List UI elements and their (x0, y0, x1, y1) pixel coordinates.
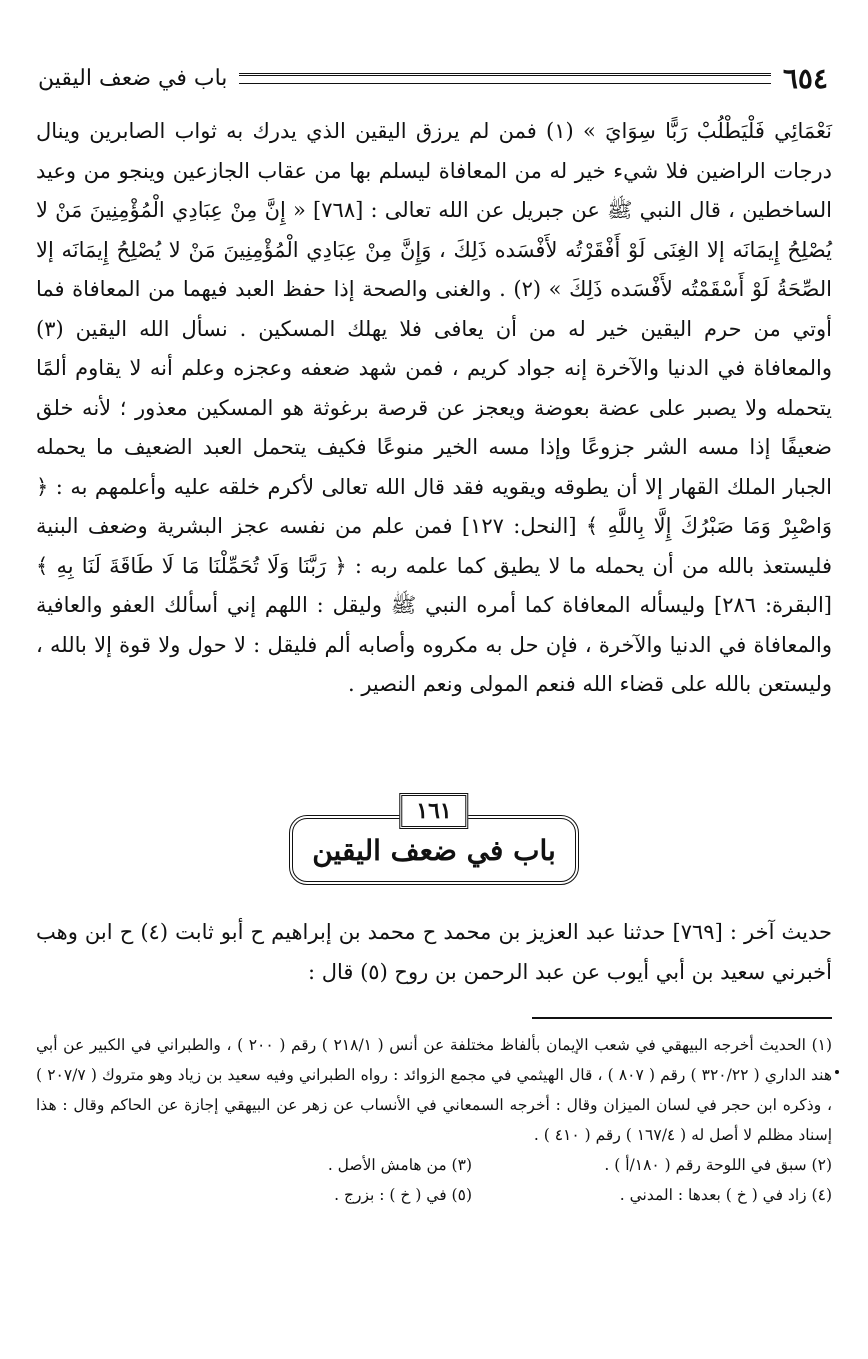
header-rule (239, 73, 770, 84)
chapter-heading (289, 793, 579, 885)
hadith-paragraph: حديث آخر : [٧٦٩] حدثنا عبد العزيز بن محمد ح محمد بن إبراهيم ح أبو ثابت (٤) ح ابن وهب أخبرني سعيد بن أبي أيوب عن عبد الرحمن بن روح (٥) قال : (36, 920, 832, 984)
footnote-row-2 (36, 1150, 832, 1180)
chapter-title: باب في ضعف اليقين (312, 833, 556, 867)
chapter-number: ١٦١ (399, 793, 468, 829)
footnote-2: (٢) سبق في اللوحة رقم ( ١٨٠/أ ) . (604, 1156, 832, 1174)
footnotes (36, 1030, 832, 1210)
footnote-1: (١) الحديث أخرجه البيهقي في شعب الإيمان بألفاظ مختلفة عن أنس ( ٢١٨/١ ) رقم ( ٢٠٠ ) ، والطبراني في الكبير عن أبي هند الداري ( ٣٢٠/٢٢ ) رقم ( ٨٠٧ ) ، قال الهيثمي في مجمع الزوائد : رواه الطبراني وفيه سعيد بن زياد وهو متروك ( ٢٠٧/٧ ) ، وذكره ابن حجر في لسان الميزان وقال : أخرجه السمعاني في الأنساب عن زهر عن البيهقي إجازة عن الحاكم وقال : هذا إسناد مظلم لا أصل له ( ١٦٧/٤ ) رقم ( ٤١٠ ) . (36, 1036, 833, 1144)
footnote-separator (532, 1017, 832, 1019)
hadith-text (36, 912, 832, 992)
main-paragraph: نَعْمَائِي فَلْيَطْلُبْ رَبًّا سِوَايَ » (١) فمن لم يرزق اليقين الذي يدرك به ثواب الصابرين وينال درجات الراضين فلا شيء خير له من المعافاة ليسلم بها من عقاب الجازعين وينجو من وعيد الساخطين ، قال النبي ﷺ عن جبريل عن الله تعالى : [٧٦٨] « إِنَّ مِنْ عِبَادِي الْمُؤْمِنِينَ مَنْ لا يُصْلِحُ إِيمَانَه إلا الغِنَى لَوْ أَفْقَرْتُه لأَفْسَده ذَلِكَ ، وَإِنَّ مِنْ عِبَادِي الْمُؤْمِنِينَ مَنْ لا يُصْلِحُ إِيمَانَه إلا الصِّحَةُ لَوْ أَسْقَمْتُه لأَفْسَده ذَلِكَ » (٢) . والغنى والصحة إذا حفظ العبد فيهما من المعافاة فما أوتي من حرم اليقين خير له من أن يعافى فلا يهلك المسكين . نسأل الله اليقين (٣) والمعافاة في الدنيا والآخرة إنه جواد كريم ، فمن شهد ضعفه وعجزه وعلم أنه لا يقاوم ألمًا يتحمله ولا يصبر على عضة بعوضة ويعجز عن قرصة برغوثة هو المسكين معذور ؛ لأنه خلق ضعيفًا إذا مسه الشر جزوعًا وإذا مسه الخير منوعًا فكيف يتحمل العبد الضعيف ما يحمله الجبار الملك القهار إلا أن يطوقه ويقويه فقد قال الله تعالى لأكرم خلقه عليه وأعلمهم به : ﴿ وَاصْبِرْ وَمَا صَبْرُكَ إِلَّا بِاللَّهِ ﴾ [النحل: ١٢٧] فمن علم من نفسه عجز البشرية وضعف البنية فليستعذ بالله من أن يحمله ما لا يطيق كما علمه ربه : ﴿ رَبَّنَا وَلَا تُحَمِّلْنَا مَا لَا طَاقَةَ لَنَا بِهِ ﴾ [البقرة: ٢٨٦] وليسأله المعافاة كما أمره النبي ﷺ وليقل : اللهم إني أسألك العفو والعافية والمعافاة في الدنيا والآخرة ، فإن حل به مكروه وأصابه ألم فليقل : لا حول ولا قوة إلا بالله ، وليستعن بالله على قضاء الله فنعم المولى ونعم النصير . (36, 119, 833, 696)
footnote-4: (٤) زاد في ( خ ) بعدها : المدني . (619, 1186, 832, 1204)
running-title: باب في ضعف اليقين (38, 65, 228, 91)
scan-speck (835, 1070, 839, 1074)
page-number: ٦٥٤ (782, 61, 828, 95)
footnote-5: (٥) في ( خ ) : بزرج . (334, 1186, 472, 1204)
footnote-3: (٣) من هامش الأصل . (327, 1156, 472, 1174)
footnote-row-3 (36, 1180, 832, 1210)
page-header (38, 58, 828, 98)
main-text (36, 112, 832, 705)
